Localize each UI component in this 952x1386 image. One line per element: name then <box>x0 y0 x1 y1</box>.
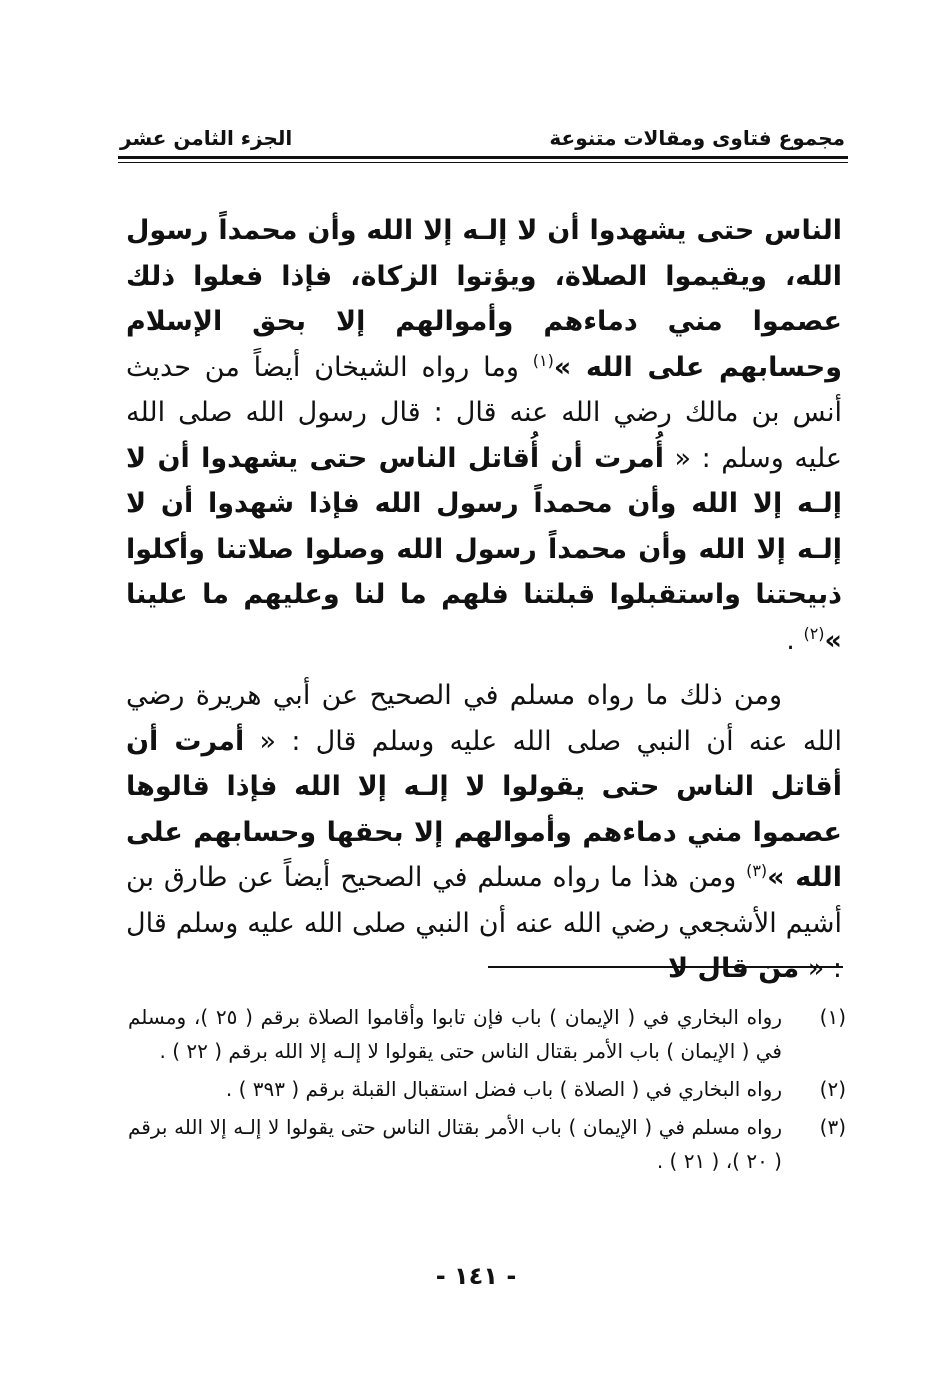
sentence-end: . <box>786 624 804 656</box>
paragraph-2 <box>126 673 842 992</box>
narration-text: ومن هذا ما رواه مسلم في الصحيح أيضاً عن طارق بن أشيم الأشجعي رضي الله عنه أن النبي صلى الله عليه وسلم قال : « <box>126 862 842 984</box>
running-header <box>120 124 845 152</box>
footnote-number: (٢) <box>819 1077 846 1101</box>
footnote-ref-2: (٢) <box>803 623 825 643</box>
hadith-text: من قال لا <box>668 953 800 984</box>
footnote-divider <box>488 966 843 968</box>
footnote-text: رواه البخاري في ( الإيمان ) باب فإن تابوا وأقاموا الصلاة برقم ( ٢٥ )، ومسلم في ( الإيمان ) باب الأمر بقتال الناس حتى يقولوا لا إلـه إلا الله برقم ( ٢٢ ) . <box>128 1005 783 1063</box>
narration-text: وما رواه الشيخان أيضاً من حديث أنس بن مالك رضي الله عنه قال : قال رسول الله صلى الله عليه وسلم : « <box>126 351 843 474</box>
hadith-text: أُمرت أن أُقاتل الناس حتى يشهدوا أن لا إلـه إلا الله وأن محمداً رسول الله فإذا شهدوا أن لا إلـه إلا الله وأن محمداً رسول الله وصلوا صلاتنا وأكلوا ذبيحتنا واستقبلوا قبلتنا فلهم ما لنا وعليهم ما علينا » <box>126 442 842 656</box>
footnote-text: رواه البخاري في ( الصلاة ) باب فضل استقبال القبلة برقم ( ٣٩٣ ) . <box>225 1077 782 1101</box>
footnotes <box>128 1000 846 1182</box>
header-volume-title: الجزء الثامن عشر <box>120 126 293 150</box>
footnote-ref-3: (٣) <box>746 861 768 880</box>
header-divider-thin <box>118 162 848 163</box>
header-divider-thick <box>118 156 848 159</box>
footnote-item <box>128 1110 846 1178</box>
footnote-number: (١) <box>819 1005 846 1029</box>
footnote-ref-1: (١) <box>532 350 554 370</box>
page-number: - ١٤١ - <box>435 1262 517 1290</box>
footnote-number: (٣) <box>819 1115 846 1139</box>
main-text <box>126 208 842 992</box>
hadith-text: الناس حتى يشهدوا أن لا إلـه إلا الله وأن محمداً رسول الله، ويقيموا الصلاة، ويؤتوا الزكاة، فإذا فعلوا ذلك عصموا مني دماءهم وأموالهم إلا بحق الإسلام وحسابهم على الله » <box>126 215 842 383</box>
footnote-item <box>128 1072 846 1106</box>
header-book-title: مجموع فتاوى ومقالات متنوعة <box>549 126 845 150</box>
narration-text: ومن ذلك ما رواه مسلم في الصحيح عن أبي هريرة رضي الله عنه أن النبي صلى الله عليه وسلم قال : « <box>126 680 842 757</box>
footnote-text: رواه مسلم في ( الإيمان ) باب الأمر بقتال الناس حتى يقولوا لا إلـه إلا الله برقم ( ٢٠ )، ( ٢١ ) . <box>128 1115 782 1173</box>
hadith-text: أمرت أن أقاتل الناس حتى يقولوا لا إلـه إلا الله فإذا قالوها عصموا مني دماءهم وأموالهم إلا بحقها وحسابهم على الله » <box>126 725 842 893</box>
footnote-item <box>128 1000 846 1068</box>
paragraph-1 <box>126 208 842 663</box>
